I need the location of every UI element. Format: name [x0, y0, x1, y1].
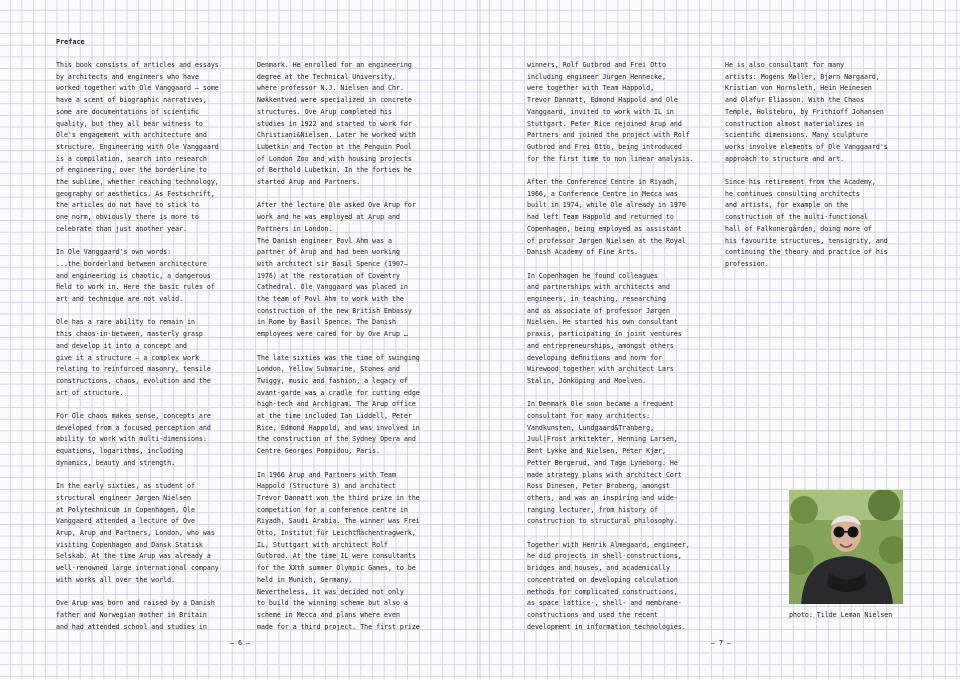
text-column-4	[725, 60, 913, 282]
paragraph: This book consists of articles and essays by architects and engineers who have worked together with Ole Vanggaard – some have a scent of biographic narratives, some are documentations of scientiﬁc quality, but they all bear witness to Ole's engagement with architecture and structure. Engineering with Ole Vanggaard is a compilation, search into research of engineering, over the borderline to the sublime, whether reaching technology, geography or aesthetics. As Festschrift, the articles do not have to stick to one norm, obviously there is more to celebrate than just another year.	[56, 61, 219, 233]
paragraph: In Copenhagen he found colleagues and partnerships with architects and engineers, in teaching, researching and as associate of professor Jørgen Nielsen. He started his own consultant praxis, participating in joint ventures and entrepreneurships, amongst others developing deﬁnitions and norm for Wirewood together with architect Lars Stalin, Jönköping and Moelven.	[527, 271, 682, 385]
portrait-photo	[789, 490, 903, 604]
preface-heading: Preface	[56, 38, 85, 46]
paragraph: Ove Arup was born and raised by a Danish father and Norwegian mother in Britain and had attended school and studies in	[56, 599, 215, 631]
paragraph: In 1966 Arup and Partners with Team Happold (Structure 3) and architect Trevor Dannatt won the third prize in the competition for a conference centre in Riyadh, Saudi Arabia. The winner was Frei Otto, Institut für Leichtﬂächentragwerk, IL, Stuttgart with architect Rolf Gutbrod. At the time IL were consultants for the XXth summer Olympic Games, to be held in Munich, Germany. Nevertheless, it was decided not only to build the winning scheme but also a scheme in Mecca and plans where even made for a third project. The first prize	[257, 470, 420, 631]
page-number-right: – 7 –	[711, 639, 731, 647]
page-number-left: – 6 –	[230, 639, 250, 647]
paragraph: Ole has a rare ability to remain in this chaos-in-between, masterly grasp and develop it into a concept and give it a structure – a complex work relating to reinforced masonry, tensile constructions, chaos, evolution and the art of structure.	[56, 318, 211, 397]
paragraph: After the lecture Ole asked Ove Arup for work and he was employed at Arup and Partners in London. The Danish engineer Povl Ahm was a partner of Arup and had been working with architect sir Basil Spence (1907– 1976) at the restoration of Coventry Cathedral. Ole Vanggaard was placed in the team of Povl Ahm to work with the construction of the new British Embassy in Rome by Basil Spence. The Danish employees were cared for by Ove Arup …	[257, 201, 416, 339]
paragraph: In Denmark Ole soon became a frequent consultant for many architects: Vandkunsten, Lundgaard&Tranberg, Juul|Frost arkitekter, Henning Larsen, Bent Lykke and Nielsen, Peter Kjær, Petter Bergerud, and Tage Lyneborg. He made strategy plans with architect Cort Ross Dinesen, Peter Broberg, amongst others, and was an inspiring and wide- ranging lecturer, from history of construction to structural philosophy.	[527, 400, 682, 526]
paragraph: For Ole chaos makes sense, concepts are developed from a focused perception and ability to work with multi-dimensions: equations, logarithms, including dynamics, beauty and strength.	[56, 412, 211, 467]
paragraph: Together with Henrik Almegaard, engineer, he did projects in shell-constructions, bridges and houses, and academically concentrated on developing calculation methods for complicated constructions, as space lattice-, shell- and membrane- constructions and used the recent development in information technologies.	[527, 540, 690, 631]
paragraph: winners, Rolf Gutbrod and Frei Otto including engineer Jürgen Hennecke, were together with Team Happold, Trevor Dannatt, Edmond Happold and Ole Vanggaard, invited to work with IL in Stuttgart. Peter Rice rejoined Arup and Partners and joined the project with Rolf Gutbrod and Frei Otto, being introduced for the first time to non linear analysis.	[527, 61, 694, 163]
paragraph: Denmark. He enrolled for an engineering degree at the Technical University, where professor N.J. Nielsen and Chr. Nøkkentved were specialized in concrete structures. Ove Arup completed his studies in 1922 and started to work for Christiani&Nielsen. Later he worked with Lubetkin and Tecton at the Penguin Pool of London Zoo and with housing projects of Berthold Lubetkin. In the forties he started Arup and Partners.	[257, 61, 416, 187]
text-column-2	[257, 60, 445, 645]
paragraph: The late sixties was the time of swinging London, Yellow Submarine, Stones and Twiggy, music and fashion, a legacy of avant-garde was a cradle for cutting edge high-tech and Archigram. The Arup office at the time included Ian Liddell, Peter Rice, Edmond Happold, and was involved in the construction of the Sydney Opera and Centre Georges Pompidou, Paris.	[257, 353, 420, 456]
text-column-3	[527, 60, 715, 645]
paragraph: Since his retirement from the Academy, he continues consulting architects and artists, for example on the construction of the multi-functional hall of Falkonergården, doing more of his favourite structures, tensigrity, and continuing the theory and practice of his profession.	[725, 178, 888, 268]
portrait-illustration	[789, 490, 903, 604]
photo-credit: photo: Tilde Leman Nielsen	[789, 611, 893, 619]
paragraph: In the early sixties, as student of structural engineer Jørgen Nielsen at Polytechnicum in Copenhagen, Ole Vanggaard attended a lecture of Ove Arup, Arup and Partners, London, who was visiting Copenhagen and Dansk Statisk Selskab. At the time Arup was already a well-renowned large international company with works all over the world.	[56, 482, 219, 584]
paragraph: In Ole Vanggaard's own words: ...the borderland between architecture and engineering is chaotic, a dangerous ﬁeld to work in. Here the basic rules of art and technique are not valid.	[56, 248, 215, 304]
text-column-1	[56, 60, 244, 645]
paragraph: He is also consultant for many artists: Mogens Møller, Bjørn Nørgaard, Kristian von Hornsleth, Hein Heinesen and Olafur Eliasson. With the Chaos Temple, Holstebro, by Frithioff Johansen construction almost materializes in scientiﬁc dimensions. Many sculpture works involve elements of Ole Vanggaard's approach to structure and art.	[725, 61, 888, 163]
paragraph: After the Conference Centre in Riyadh, 1966, a Conference Centre in Mecca was built in 1974, while Ole already in 1970 had left Team Happold and returned to Copenhagen, being employed as assistant of professor Jørgen Nielsen at the Royal Danish Academy of Fine Arts.	[527, 178, 686, 257]
